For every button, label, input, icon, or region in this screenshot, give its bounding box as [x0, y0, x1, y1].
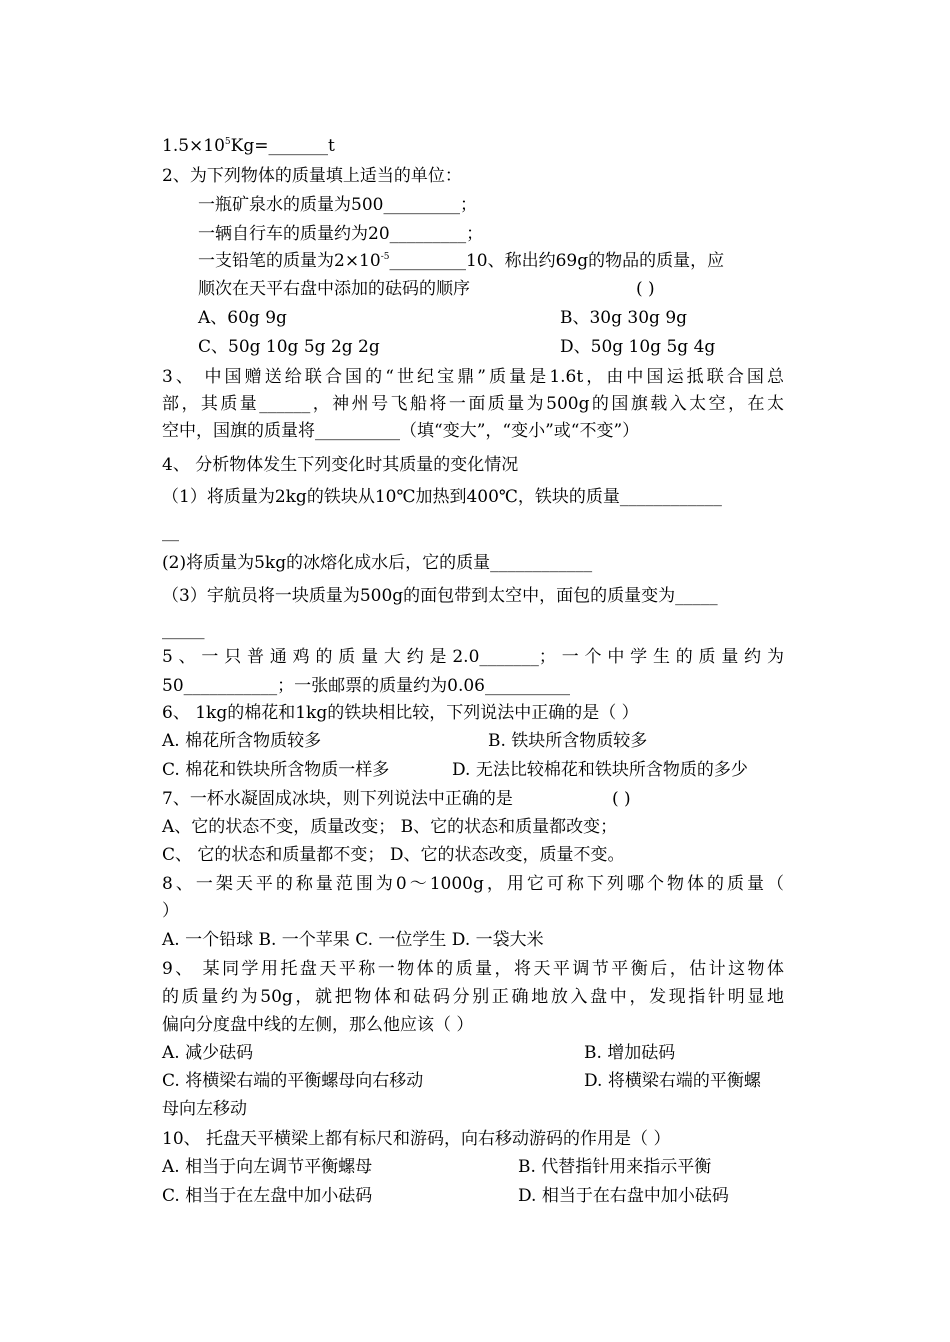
q9-option-d: D. 将横梁右端的平衡螺 [584, 1071, 761, 1091]
q5-line-1: 5、一只普通鸡的质量大约是2.0_______；一个中学生的质量约为 [162, 647, 784, 667]
q4-sub-3-cont: _____ [162, 620, 205, 640]
q9-option-b: B. 增加砝码 [584, 1043, 676, 1063]
q9-line-1: 9、 某同学用托盘天平称一物体的质量，将天平调节平衡后，估计这物体 [162, 959, 784, 979]
q2-title: 2、为下列物体的质量填上适当的单位： [162, 166, 462, 186]
q3-line-3: 空中，国旗的质量将__________（填“变大”，“变小”或“不变”） [162, 421, 640, 441]
q2-line-water: 一瓶矿泉水的质量为500_________； [198, 195, 477, 215]
q8-line-1: 8、一架天平的称量范围为0～1000g，用它可称下列哪个物体的质量（ [162, 874, 784, 894]
q9-line-3: 偏向分度盘中线的左侧，那么他应该（ ） [162, 1015, 474, 1035]
q10-option-a: A. 相当于向左调节平衡螺母 [162, 1157, 373, 1177]
q6-option-a: A. 棉花所含物质较多 [162, 731, 322, 751]
q6-title: 6、 1kg的棉花和1kg的铁块相比较，下列说法中正确的是（ ） [162, 703, 639, 723]
q9-option-a: A. 减少砝码 [162, 1043, 254, 1063]
q1-rest: Kg=_______t [230, 136, 335, 156]
q10-option-c: C. 相当于在左盘中加小砝码 [162, 1186, 373, 1206]
q9-line-2: 的质量约为50g，就把物体和砝码分别正确地放入盘中，发现指针明显地 [162, 987, 784, 1007]
q2-line-pencil [198, 251, 724, 271]
q10-title: 10、 托盘天平横梁上都有标尺和游码，向右移动游码的作用是（ ） [162, 1129, 671, 1149]
q2-pencil-text: 一支铅笔的质量为2×10 [198, 251, 381, 271]
q2-pencil-exponent: -5 [380, 252, 390, 262]
q8-options: A. 一个铅球 B. 一个苹果 C. 一位学生 D. 一袋大米 [162, 930, 544, 950]
q1-base: 1.5×10 [162, 136, 225, 156]
q9-option-c: C. 将横梁右端的平衡螺母向右移动 [162, 1071, 424, 1091]
q4-sub-2: (2)将质量为5kg的冰熔化成水后，它的质量____________ [162, 553, 593, 573]
q4-sub-3: （3）宇航员将一块质量为500g的面包带到太空中，面包的质量变为_____ [162, 586, 718, 606]
q7-options-cd: C、 它的状态和质量都不变； D、它的状态改变，质量不变。 [162, 845, 625, 865]
q7-answer-paren: ( ) [612, 789, 631, 809]
q2-pencil-rest: _________10、称出约69g的物品的质量，应 [389, 251, 725, 271]
q7-options-ab: A、它的状态不变，质量改变； B、它的状态和质量都改变； [162, 817, 618, 837]
q10-option-b: B. 代替指针用来指示平衡 [518, 1157, 712, 1177]
q2-answer-paren: ( ) [636, 279, 655, 299]
q4-sub-1-cont: __ [162, 522, 179, 542]
q5-line-2: 50___________；一张邮票的质量约为0.06__________ [162, 676, 570, 696]
q2-option-b: B、30g 30g 9g [560, 308, 688, 328]
q10-option-d: D. 相当于在右盘中加小砝码 [518, 1186, 729, 1206]
q6-option-b: B. 铁块所含物质较多 [488, 731, 648, 751]
q7-title: 7、一杯水凝固成冰块，则下列说法中正确的是 [162, 789, 513, 809]
q6-option-d: D. 无法比较棉花和铁块所含物质的多少 [452, 760, 748, 780]
q1-exponent: 5 [224, 137, 231, 147]
q9-option-d-cont: 母向左移动 [162, 1099, 247, 1119]
q4-title: 4、 分析物体发生下列变化时其质量的变化情况 [162, 455, 519, 475]
q8-line-2: ） [162, 901, 179, 921]
q1-line [162, 136, 335, 156]
q2-option-a: A、60g 9g [198, 308, 287, 328]
q2-option-c: C、50g 10g 5g 2g 2g [198, 337, 380, 357]
q4-sub-1: （1）将质量为2kg的铁块从10℃加热到400℃，铁块的质量____________ [162, 487, 722, 507]
q2-line-bicycle: 一辆自行车的质量约为20_________； [198, 224, 484, 244]
q6-option-c: C. 棉花和铁块所含物质一样多 [162, 760, 390, 780]
q3-line-1: 3、 中国赠送给联合国的“世纪宝鼎”质量是1.6t，由中国运抵联合国总 [162, 367, 784, 387]
q2-line-weights: 顺次在天平右盘中添加的砝码的顺序 [198, 279, 470, 299]
q3-line-2: 部，其质量______，神州号飞船将一面质量为500g的国旗载入太空，在太 [162, 394, 784, 414]
q2-option-d: D、50g 10g 5g 4g [560, 337, 716, 357]
